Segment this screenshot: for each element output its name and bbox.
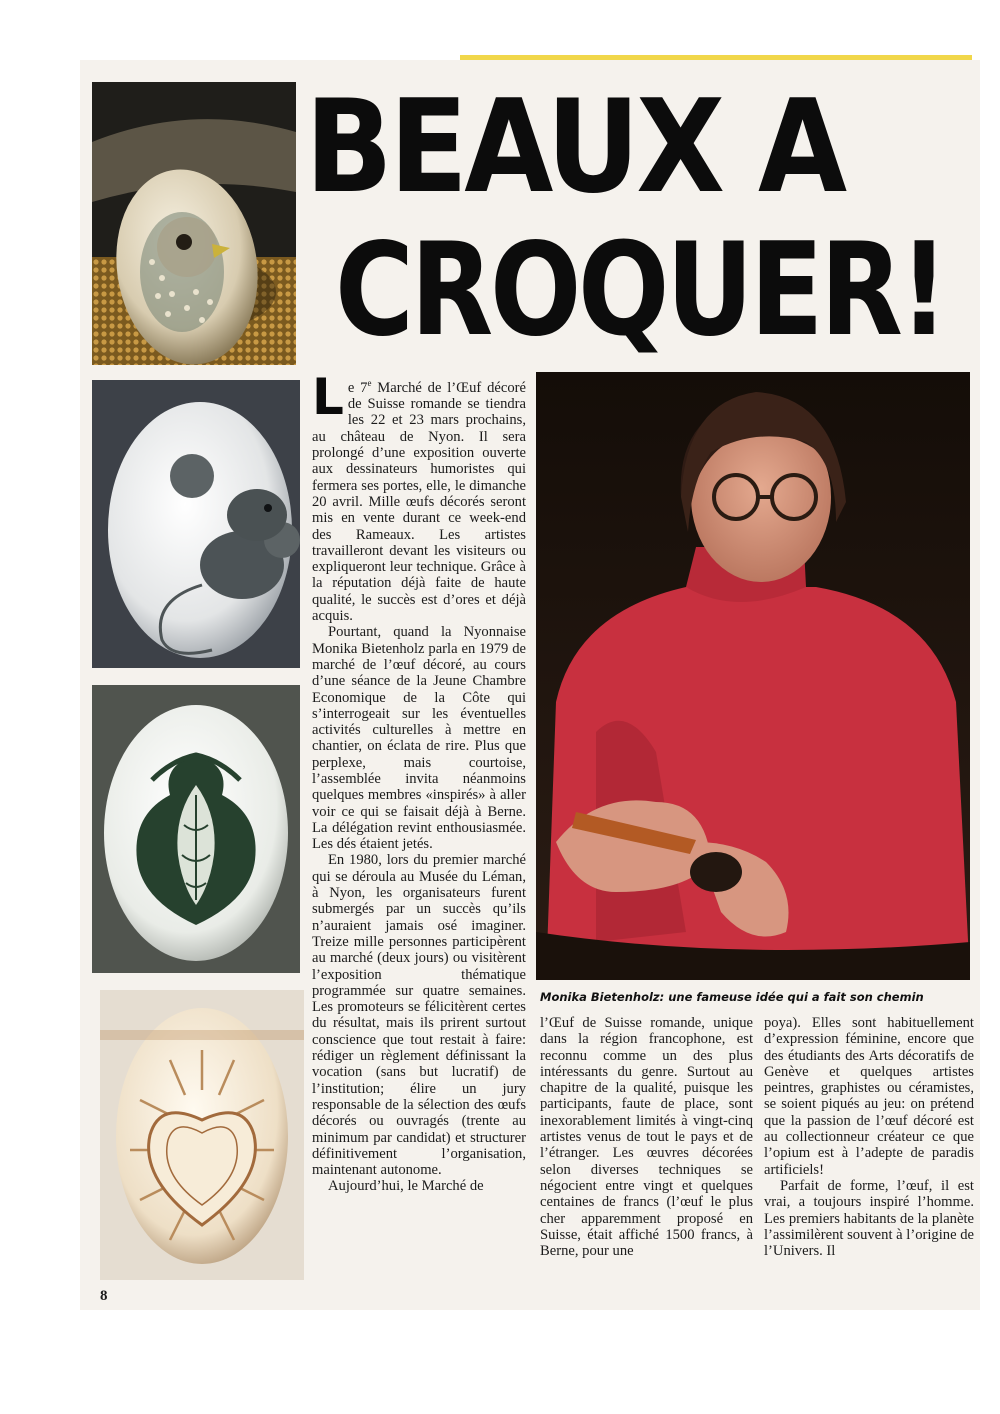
photo-papercut-egg: [92, 685, 300, 973]
paragraph-origin: Pourtant, quand la Nyonnaise Monika Bietenholz parla en 1979 de marché de l’œuf décoré, au cours d’une séance de la Jeune Chambre Economique de la Côte qui s’interrogeait sur les éventuelles activités culturelles à mettre en chantier, on éclata de rire. Plus que perplexe, mais courtoise, l’assemblée invita néanmoins quelques membres «inspirés» à aller voir ce qui se faisait déjà à Berne. La délégation revint enthousiasmée. Les dés étaient jetés.: [312, 624, 526, 853]
article-column-1: [312, 368, 526, 1195]
headline-line-2: CROQUER!: [335, 216, 946, 365]
intro-text: Marché de l’Œuf décoré de Suisse romande se tiendra les 22 et 23 mars prochains, au château de Nyon. Il sera prolongé d’une exposition ouverte aux dessinateurs humoristes qui fermera ses portes, elle, le dimanche 20 avril. Mille œufs décorés seront mis en vente durant ce week-end des Rameaux. Les artistes travailleront devant les visiteurs ou expliqueront leur technique. Grâce à la réputation déjà faite de haute qualité, le succès est d’ores et déjà acquis.: [312, 379, 526, 625]
paragraph-first-market: En 1980, lors du premier marché qui se déroula au Musée du Léman, à Nyon, les organisateurs furent submergés par un succès qu’ils n’auraient jamais osé imaginer. Treize mille personnes participèrent au marché (deux jours) ou visitèrent l’exposition thématique programmée sur quatre semaines. Les promoteurs se félicitèrent certes du résultat, mais ils prirent surtout conscience que tout restait à faire: rédiger un règlement définissant la vocation (sans but lucratif) de l’institution; élire un jury responsable de la sélection des œufs décorés ou ouvragés (trente au minimum par candidat) et structurer définitivement l’organisation, maintenant autonome.: [312, 852, 526, 1179]
photo-heart-egg: [100, 990, 304, 1280]
paragraph-today-start: Aujourd’hui, le Marché de: [328, 1178, 484, 1195]
photo-monika-bietenholz: [536, 372, 970, 980]
headline-line-1: BEAUX A: [305, 73, 844, 222]
paragraph-today-middle: l’Œuf de Suisse romande, unique dans la région francophone, est reconnu comme un des plus intéressants du genre. Surtout au chapitre de la qualité, puisque les participants, faute de place, sont inexorablement limités à vingt-cinq artistes venus de tout le pays et de l’étranger. Les œuvres décorées selon diverses techniques se négocient entre vingt et quelques centaines de francs (l’œuf le plus cher apparemment proposé en Suisse, était affiché 1500 francs, à Berne, pour une: [540, 1015, 753, 1260]
headline: [305, 73, 975, 367]
paragraph-today-end: poya). Elles sont habituellement d’expression féminine, encore que des étudiants des Arts décoratifs de Genève et quelques artistes peintres, graphistes ou céramistes, se soient piqués au jeu: on prétend que la passion de l’œuf décoré est au collectionneur créateur ce que l’opium est à l’adepte de paradis artificiels!: [764, 1015, 974, 1178]
drop-cap: L: [312, 368, 344, 426]
article-column-2: [540, 1015, 753, 1259]
article-column-3: [764, 1015, 974, 1259]
photo-mouse-egg: [92, 380, 300, 668]
paragraph-intro: [312, 368, 526, 625]
page-number: 8: [100, 1288, 108, 1304]
paragraph-form: Parfait de forme, l’œuf, il est vrai, a toujours inspiré l’homme. Les premiers habitants de la planète l’assimilèrent souvent à l’origine de l’Univers. Il: [764, 1177, 974, 1260]
ordinal-superscript: e: [367, 378, 372, 388]
photo-bird-egg: [92, 82, 296, 365]
intro-lead: e 7: [347, 379, 368, 396]
photo-caption: Monika Bietenholz: une fameuse idée qui a fait son chemin: [540, 990, 924, 1004]
